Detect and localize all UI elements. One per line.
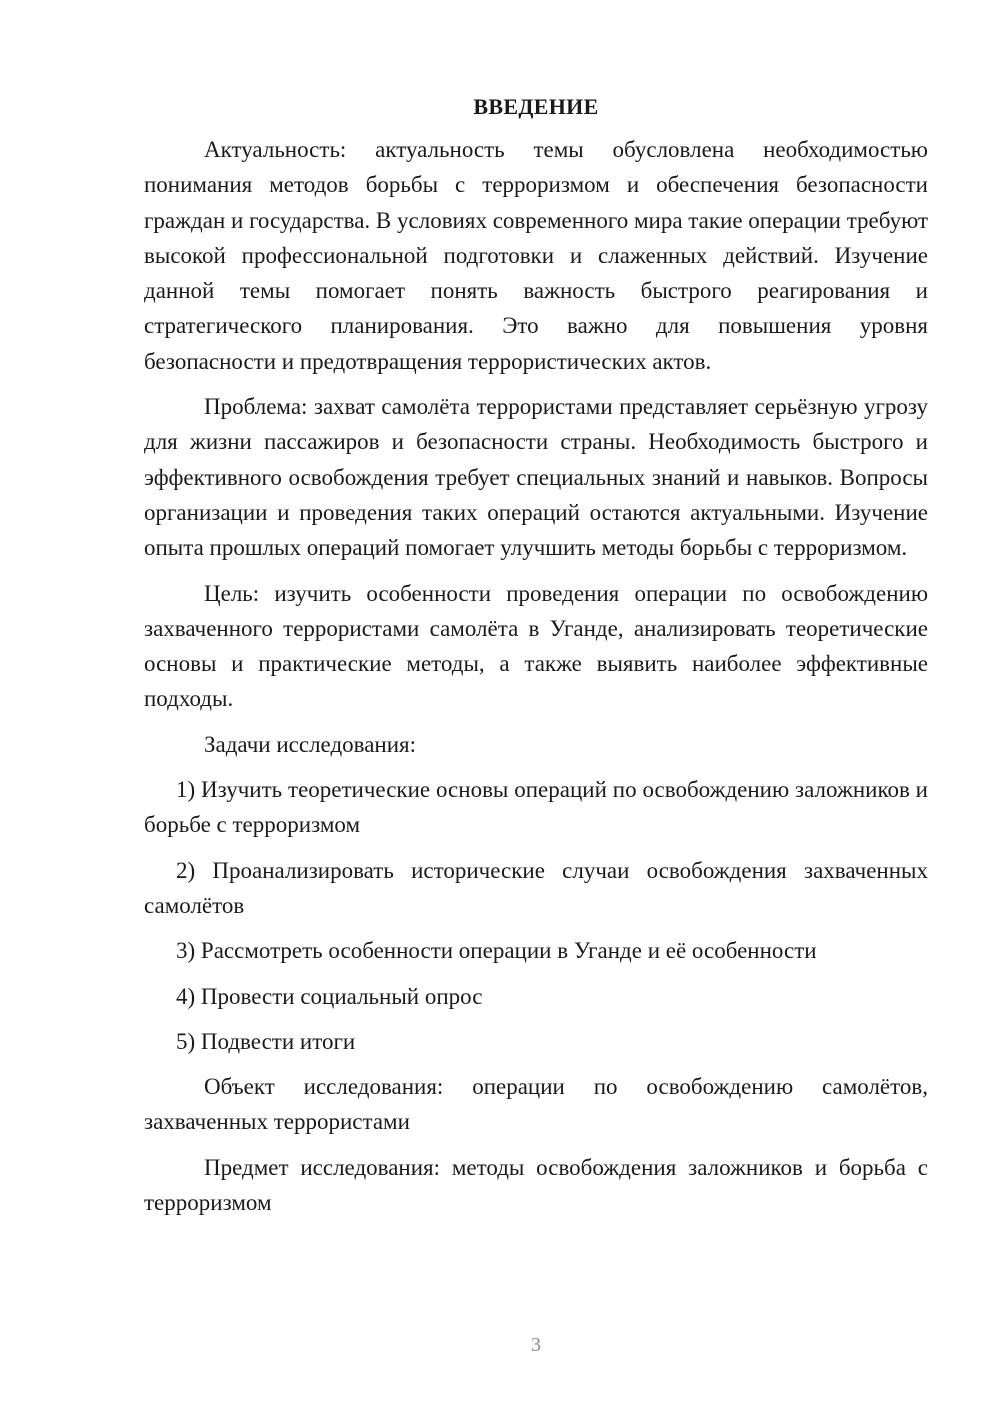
subject-paragraph: Предмет исследования: методы освобождения заложников и борьба с терроризмом xyxy=(144,1154,928,1216)
goal-paragraph: Цель: изучить особенности проведения операции по освобождению захваченного террористами самолёта в Уганде, анализировать теоретические основы и практические методы, а также выявить наиболее эффективные подходы. xyxy=(144,580,928,712)
task-item: 2) Проанализировать исторические случаи освобождения захваченных самолётов xyxy=(144,857,928,918)
object-paragraph: Объект исследования: операции по освобождению самолётов, захваченных террористами xyxy=(144,1074,928,1135)
relevance-paragraph: Актуальность: актуальность темы обусловлена необходимостью понимания методов борьбы с терроризмом и обеспечения безопасности граждан и государства. В условиях современного мира такие операции требуют высокой профессиональной подготовки и слаженных действий. Изучение данной темы помогает понять важность быстрого реагирования и стратегического планирования. Это важно для повышения уровня безопасности и предотвращения террористических актов. xyxy=(144,137,928,374)
page-number: 3 xyxy=(531,1334,541,1356)
task-item: 3) Рассмотреть особенности операции в Уганде и её особенности xyxy=(176,938,817,964)
task-item: 1) Изучить теоретические основы операций по освобождению заложников и борьбе с терроризмом xyxy=(144,777,928,838)
task-item: 4) Провести социальный опрос xyxy=(176,983,483,1009)
page-content xyxy=(144,92,928,1230)
tasks-title: Задачи исследования: xyxy=(204,731,417,757)
task-item: 5) Подвести итоги xyxy=(176,1028,356,1054)
problem-paragraph: Проблема: захват самолёта террористами представляет серьёзную угрозу для жизни пассажиров и безопасности страны. Необходимость быстрого и эффективного освобождения требует специальных знаний и навыков. Вопросы организации и проведения таких операций остаются актуальными. Изучение опыта прошлых операций помогает улучшить методы борьбы с терроризмом. xyxy=(144,394,928,561)
page-title: ВВЕДЕНИЕ xyxy=(473,94,599,119)
